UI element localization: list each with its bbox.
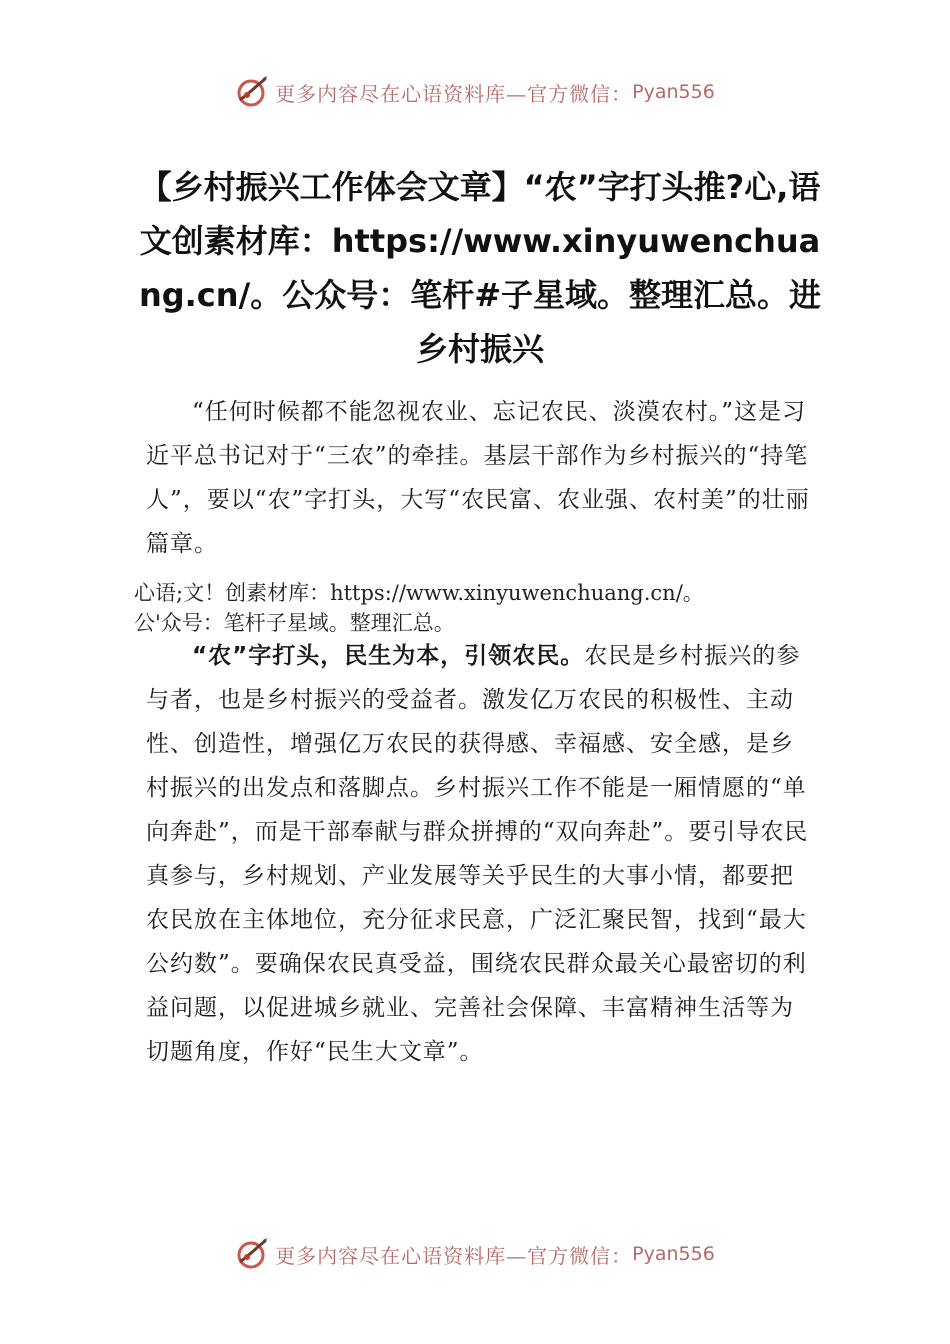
source-note-line-2: 公'众号：笔杆子星域。整理汇总。	[134, 611, 455, 635]
paragraph-intro: “任何时候都不能忽视农业、忘记农民、淡漠农村。”这是习近平总书记对于“三农”的牵挂。基层干部作为乡村振兴的“持笔人”，要以“农”字打头，大写“农民富、农业强、农村美”的壮丽篇章。	[146, 399, 810, 557]
brush-calligraphy-logo	[235, 1237, 269, 1271]
header-banner	[0, 70, 950, 114]
paragraph-body: 农民是乡村振兴的参与者，也是乡村振兴的受益者。激发亿万农民的积极性、主动性、创造性，增强亿万农民的获得感、幸福感、安全感，是乡村振兴的出发点和落脚点。乡村振兴工作不能是一厢情愿的“单向奔赴”，而是干部奉献与群众拼搏的“双向奔赴”。要引导农民真参与，乡村规划、产业发展等关乎民生的大事小情，都要把农民放在主体地位，充分征求民意，广泛汇聚民智，找到“最大公约数”。要确保农民真受益，围绕农民群众最关心最密切的利益问题，以促进城乡就业、完善社会保障、丰富精神生活等为切题角度，作好“民生大文章”。	[146, 643, 809, 1065]
banner-contact: Pyan556	[632, 1243, 715, 1265]
source-note-line-1: 心语;文！创素材库：https://www.xinyuwenchuang.cn/。	[134, 581, 704, 605]
footer-banner	[0, 1232, 950, 1276]
source-note	[134, 578, 834, 638]
paragraph-farmers	[146, 634, 812, 1074]
paragraph-lead: “农”字打头，民生为本，引领农民。	[192, 643, 585, 669]
banner-text: 更多内容尽在心语资料库—官方微信：	[275, 81, 633, 106]
banner-text: 更多内容尽在心语资料库—官方微信：	[275, 1243, 633, 1268]
document-title: 【乡村振兴工作体会文章】“农”字打头推?心,语文创素材库：https://www.xinyuwenchuang.cn/。公众号：笔杆#子星域。整理汇总。进乡村振兴	[138, 168, 822, 368]
banner-contact: Pyan556	[632, 81, 715, 103]
brush-calligraphy-logo	[235, 75, 269, 109]
